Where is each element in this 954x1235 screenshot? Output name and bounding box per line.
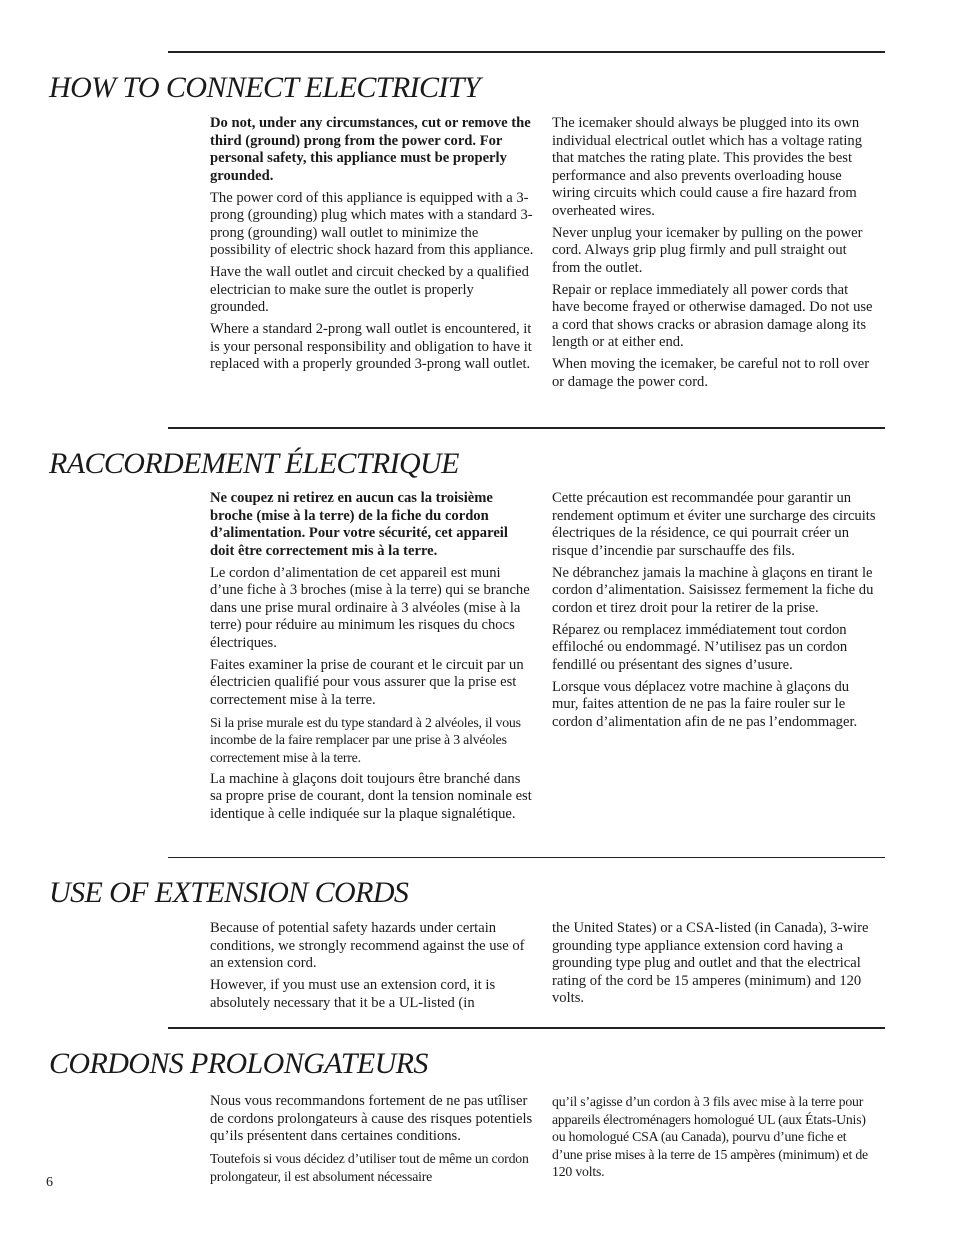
section-heading-cordons-prolongateurs: CORDONS PROLONGATEURS [49, 1047, 428, 1080]
paragraph: Toutefois si vous décidez d’utiliser tout de même un cordon prolongateur, il est absolument nécessaire [210, 1151, 529, 1184]
paragraph: the United States) or a CSA-listed (in Canada), 3-wire grounding type appliance extension cord having a grounding type plug and outlet and that the electrical rating of the cord be 15 amperes (minimum) and 120 volts. [552, 920, 869, 1006]
column-right [552, 920, 876, 1012]
paragraph: La machine à glaçons doit toujours être branché dans sa propre prise de courant, dont la tension nominale est identique à celle indiquée sur la plaque signalétique. [210, 770, 532, 822]
section-divider [168, 1027, 885, 1029]
paragraph: Have the wall outlet and circuit checked by a qualified electrician to make sure the outlet is properly grounded. [210, 264, 529, 315]
section-heading-extension-cords: USE OF EXTENSION CORDS [49, 876, 409, 909]
paragraph: Cette précaution est recommandée pour garantir un rendement optimum et éviter une surcharge des circuits électriques de la résidence, ce qui pourrait créer un risque d’incendie par surschauffe des fils. [552, 490, 876, 559]
section-divider [168, 51, 885, 53]
paragraph: qu’il s’agisse d’un cordon à 3 fils avec mise à la terre pour appareils électroménagers homologué UL (aux États-Unis) ou homologué CSA (au Canada), pourvu d’une fiche et d’une prise mises à la terre de 15 ampères (minimum) et de 120 volts. [552, 1094, 868, 1179]
paragraph: The icemaker should always be plugged into its own individual electrical outlet which has a voltage rating that matches the rating plate. This provides the best performance and also prevents overloading house wiring circuits which could cause a fire hazard from overheated wires. [552, 115, 863, 219]
column-right [552, 115, 876, 396]
paragraph: Never unplug your icemaker by pulling on the power cord. Always grip plug firmly and pull straight out from the outlet. [552, 224, 863, 276]
column-left [210, 490, 534, 828]
warning-paragraph: Do not, under any circumstances, cut or remove the third (ground) prong from the power cord. For personal safety, this appliance must be properly grounded. [210, 115, 531, 184]
column-left [210, 1093, 534, 1190]
paragraph: Ne débranchez jamais la machine à glaçons en tirant le cordon d’alimentation. Saisissez fermement la fiche du cordon et tirez droit pour la retirer de la prise. [552, 564, 874, 616]
paragraph: However, if you must use an extension cord, it is absolutely necessary that it be a UL-listed (in [210, 977, 496, 1011]
paragraph: Si la prise murale est du type standard à 2 alvéoles, il vous incombe de la faire remplacer par une prise à 3 alvéoles correctement mise à la terre. [210, 714, 521, 765]
column-left [210, 115, 534, 378]
section-heading-raccordement-electrique: RACCORDEMENT ÉLECTRIQUE [49, 447, 459, 480]
paragraph: The power cord of this appliance is equipped with a 3-prong (grounding) plug which mates with a standard 3-prong (grounding) wall outlet to minimize the possibility of electric shock hazard from this appliance. [210, 189, 534, 258]
page-number: 6 [46, 1175, 53, 1190]
section-divider [168, 857, 885, 858]
paragraph: Nous vous recommandons fortement de ne pas utîliser de cordons prolongateurs à cause des risques potentiels qu’ils présentent dans certaines conditions. [210, 1093, 533, 1144]
warning-paragraph: Ne coupez ni retirez en aucun cas la troisième broche (mise à la terre) de la fiche du cordon d’alimentation. Pour votre sécurité, cet appareil doit être correctement mis à la terre. [210, 490, 508, 559]
paragraph: Lorsque vous déplacez votre machine à glaçons du mur, faites attention de ne pas la faire rouler sur le cordon d’alimentation afin de ne pas l’endommager. [552, 678, 858, 730]
column-left [210, 920, 534, 1017]
paragraph: Because of potential safety hazards under certain conditions, we strongly recommend against the use of an extension cord. [210, 920, 525, 971]
column-right [552, 1093, 876, 1185]
paragraph: Faites examiner la prise de courant et le circuit par un électricien qualifié pour vous assurer que la prise est correctement mise à la terre. [210, 656, 524, 708]
section-divider [168, 427, 885, 429]
paragraph: Le cordon d’alimentation de cet appareil est muni d’une fiche à 3 broches (mise à la terre) qui se branche dans une prise mural ordinaire à 3 alvéoles (mise à la terre) pour réduire au minimum les risques du chocs électriques. [210, 564, 530, 651]
paragraph: Where a standard 2-prong wall outlet is encountered, it is your personal responsibility and obligation to have it replaced with a properly grounded 3-prong wall outlet. [210, 321, 532, 372]
paragraph: When moving the icemaker, be careful not to roll over or damage the power cord. [552, 356, 870, 390]
section-heading-connect-electricity: HOW TO CONNECT ELECTRICITY [49, 71, 480, 104]
paragraph: Repair or replace immediately all power cords that have become frayed or otherwise damaged. Do not use a cord that shows cracks or abrasion damage along its length or at either end. [552, 281, 873, 350]
column-right [552, 490, 876, 736]
paragraph: Réparez ou remplacez immédiatement tout cordon effiloché ou endommagé. N’utilisez pas un cordon fendillé ou présentant des signes d’usure. [552, 621, 848, 673]
